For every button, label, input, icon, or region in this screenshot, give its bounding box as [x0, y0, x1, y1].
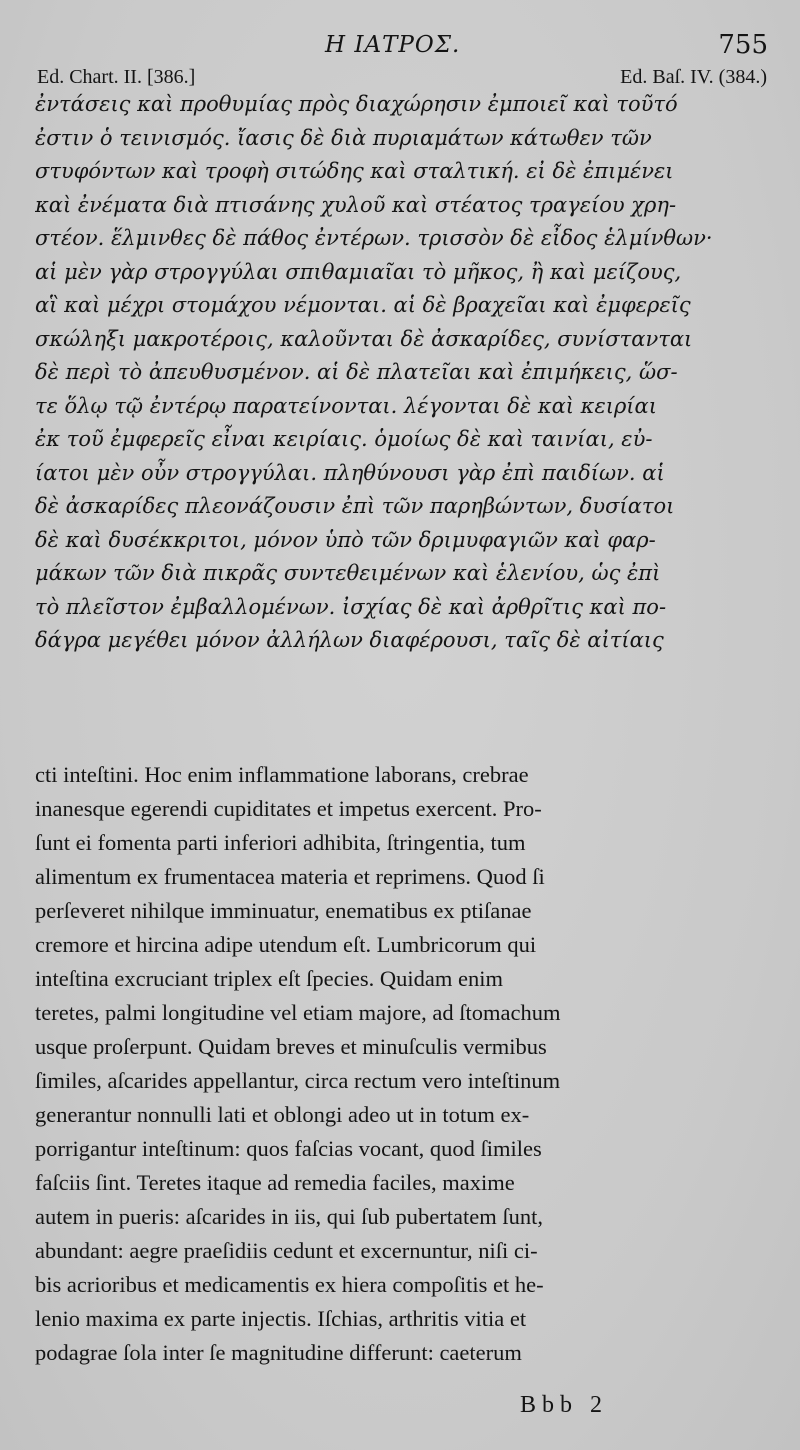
greek-line: στυφόντων καὶ τροφὴ σιτώδης καὶ σταλτική. εἰ δὲ ἐπιμένει — [35, 159, 674, 183]
latin-line: autem in pueris: aſcarides in iis, qui ſub pubertatem ſunt, — [35, 1204, 544, 1229]
latin-line: usque proſerpunt. Quidam breves et minuſculis vermibus — [35, 1034, 547, 1059]
latin-line: alimentum ex frumentacea materia et reprimens. Quod ſi — [35, 864, 545, 889]
greek-line: σκώληξι μακροτέροις, καλοῦνται δὲ ἀσκαρίδες, συνίστανται — [35, 326, 693, 351]
greek-line: στέον. ἕλμινθες δὲ πάθος ἐντέρων. τρισσὸν δὲ εἶδος ἑλμίνθων· — [35, 226, 713, 250]
latin-line: cti inteſtini. Hoc enim inflammatione laborans, crebrae — [35, 762, 529, 787]
latin-line: lenio maxima ex parte injectis. Iſchias, arthritis vitia et — [35, 1306, 527, 1331]
edition-basel-ref: Ed. Baſ. IV. (384.) — [620, 66, 767, 88]
greek-text-block — [35, 88, 765, 658]
latin-line: ſunt ei fomenta parti inferiori adhibita, ſtringentia, tum — [35, 830, 526, 855]
latin-line: ſimiles, aſcarides appellantur, circa rectum vero inteſtinum — [35, 1068, 561, 1093]
greek-line: αἳ καὶ μέχρι στομάχου νέμονται. αἱ δὲ βραχεῖαι καὶ ἐμφερεῖς — [35, 293, 691, 317]
latin-line: bis acrioribus et medicamentis ex hiera compoſitis et he- — [35, 1272, 544, 1297]
latin-line: porrigantur inteſtinum: quos faſcias vocant, quod ſimiles — [35, 1136, 542, 1161]
running-title: Η ΙΑΤΡΟΣ. — [325, 32, 461, 58]
greek-line: καὶ ἐνέματα διὰ πτισάνης χυλοῦ καὶ στέατος τραγείου χρη- — [35, 192, 677, 217]
greek-line: δὲ ἀσκαρίδες πλεονάζουσιν ἐπὶ τῶν παρηβώντων, δυσίατοι — [35, 494, 675, 518]
greek-line: ἐντάσεις καὶ προθυμίας πρὸς διαχώρησιν ἐμποιεῖ καὶ τοῦτό — [35, 92, 678, 116]
greek-line: ἐστιν ὁ τεινισμός. ἴασις δὲ διὰ πυριαμάτων κάτωθεν τῶν — [35, 125, 652, 150]
greek-line: δὲ περὶ τὸ ἀπευθυσμένον. αἱ δὲ πλατεῖαι καὶ ἐπιμήκεις, ὥσ- — [35, 360, 678, 384]
signature-mark: Bbb 2 — [520, 1392, 609, 1418]
latin-line: faſciis ſint. Teretes itaque ad remedia faciles, maxime — [35, 1170, 515, 1195]
latin-line: perſeveret nihilque imminuatur, enematibus ex ptiſanae — [35, 898, 532, 923]
greek-line: δάγρα μεγέθει μόνον ἀλλήλων διαφέρουσι, ταῖς δὲ αἰτίαις — [35, 628, 664, 652]
latin-line: inanesque egerendi cupiditates et impetus exercent. Pro- — [35, 796, 542, 821]
edition-chartier-ref: Ed. Chart. II. [386.] — [37, 66, 196, 88]
latin-line: generantur nonnulli lati et oblongi adeo ut in totum ex- — [35, 1102, 530, 1127]
latin-line: cremore et hircina adipe utendum eſt. Lumbricorum qui — [35, 932, 537, 957]
latin-line: teretes, palmi longitudine vel etiam majore, ad ſtomachum — [35, 1000, 561, 1025]
page-number: 755 — [718, 30, 768, 60]
greek-line: τε ὅλῳ τῷ ἐντέρῳ παρατείνονται. λέγονται δὲ καὶ κειρίαι — [35, 393, 657, 418]
latin-line: abundant: aegre praeſidiis cedunt et excernuntur, niſi ci- — [35, 1238, 538, 1263]
greek-line: ίατοι μὲν οὖν στρογγύλαι. πληθύνουσι γὰρ ἐπὶ παιδίων. αἱ — [35, 460, 665, 485]
latin-line: podagrae ſola inter ſe magnitudine differunt: caeterum — [35, 1340, 522, 1365]
greek-line: δὲ καὶ δυσέκκριτοι, μόνον ὑπὸ τῶν δριμυφαγιῶν καὶ φαρ- — [35, 527, 656, 552]
latin-line: inteſtina excruciant triplex eſt ſpecies. Quidam enim — [35, 966, 503, 991]
latin-text-block — [35, 758, 765, 1370]
running-head — [0, 30, 800, 62]
greek-line: αἱ μὲν γὰρ στρογγύλαι σπιθαμιαῖαι τὸ μῆκος, ἢ καὶ μείζους, — [35, 259, 682, 284]
edition-references — [37, 66, 767, 90]
greek-line: τὸ πλεῖστον ἐμβαλλομένων. ἰσχίας δὲ καὶ ἀρθρῖτις καὶ πο- — [35, 594, 667, 619]
greek-line: ἐκ τοῦ ἐμφερεῖς εἶναι κειρίαις. ὁμοίως δὲ καὶ ταινίαι, εὐ- — [35, 427, 653, 451]
greek-line: μάκων τῶν διὰ πικρᾶς συντεθειμένων καὶ ἑλενίου, ὡς ἐπὶ — [35, 561, 661, 585]
